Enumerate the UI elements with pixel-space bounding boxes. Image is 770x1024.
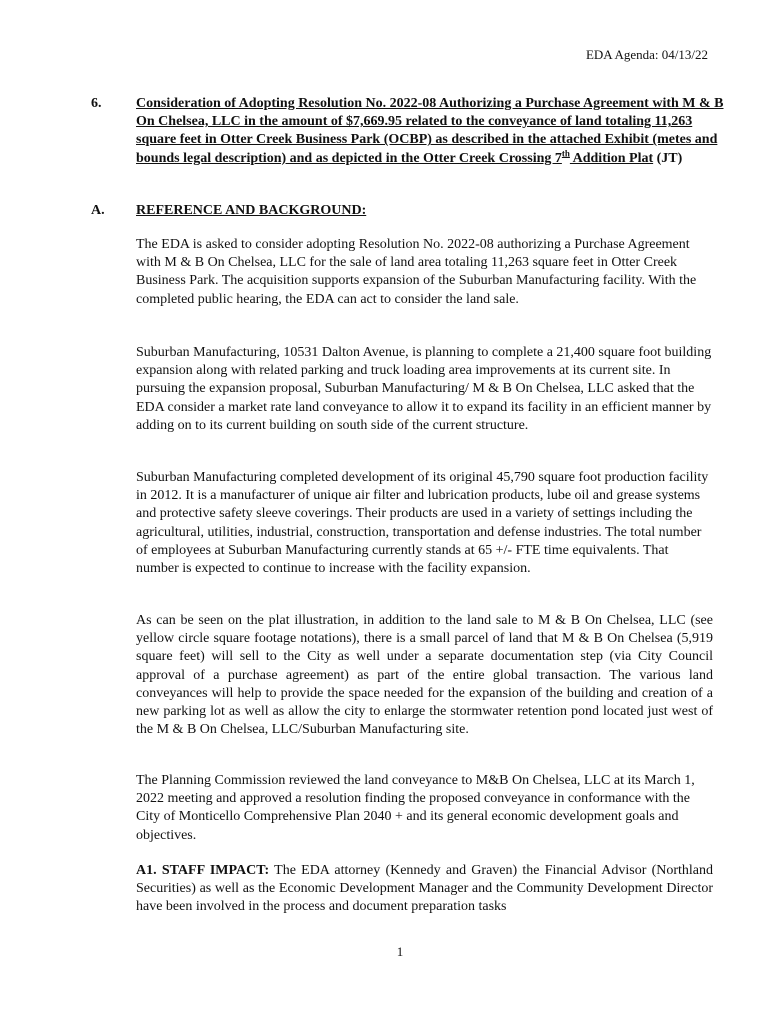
item-title-superscript: th [561,147,570,158]
paragraph-2: Suburban Manufacturing, 10531 Dalton Avenue, is planning to complete a 21,400 square foot building expansion along with related parking and truck loading area improvements at its current site. In pursuing the expansion proposal, Suburban Manufacturing/ M & B On Chelsea, LLC asked that the EDA consider a market rate land conveyance to allow it to expand its facility in an efficient manner by adding on to its current building on south side of the current structure. [136,345,712,433]
agenda-item [91,95,731,168]
item-title-end: Addition Plat [569,150,654,166]
staff-impact-label: A1. STAFF IMPACT: [136,863,270,878]
paragraph-1: The EDA is asked to consider adopting Resolution No. 2022-08 authorizing a Purchase Agreement with M & B On Chelsea, LLC for the sale of land area totaling 11,263 square feet in Otter Creek Business Park. The acquisition supports expansion of the Suburban Manufacturing facility. With the completed public hearing, the EDA can act to consider the land sale. [136,237,697,307]
item-number: 6. [91,96,102,111]
paragraph-4: As can be seen on the plat illustration, in addition to the land sale to M & B On Chelsea, LLC (see yellow circle square footage notations), there is a small parcel of land that M & B On Chelsea (5,919 square feet) will sell to the City as well under a separate documentation step (via City Council approval of a purchase agreement) as part of the entire global transaction. The various land conveyances will help to provide the space needed for the expansion of the building and creation of a new parking lot as well as allow the city to enlarge the stormwater retention pond located just west of the M & B On Chelsea, LLC/Suburban Manufacturing site. [136,613,713,738]
staff-impact-paragraph [136,862,713,917]
section-letter: A. [91,203,105,218]
agenda-date-header: EDA Agenda: 04/13/22 [585,47,708,62]
section-heading: REFERENCE AND BACKGROUND: [136,203,367,218]
page-number: 1 [396,944,404,959]
staff-impact-text: The EDA attorney (Kennedy and Graven) the Financial Advisor (Northland Securities) as well as the Economic Development Manager and the Community Development Director have been involved in the process and document preparation tasks [136,863,713,915]
paragraph-3: Suburban Manufacturing completed development of its original 45,790 square foot production facility in 2012. It is a manufacturer of unique air filter and lubrication products, lube oil and grease systems and protective safety sleeve coverings. Their products are used in a variety of settings including the agricultural, utilities, industrial, construction, transportation and defense industries. The total number of employees at Suburban Manufacturing currently stands at 65 +/- FTE time equivalents. That number is expected to continue to increase with the facility expansion. [136,470,709,577]
item-title-main: Consideration of Adopting Resolution No. 2022-08 Authorizing a Purchase Agreement with M & B On Chelsea, LLC in the amount of $7,669.95 related to the conveyance of land totaling 11,263 square feet in Otter Creek Business Park (OCBP) as described in the attached Exhibit (metes and bounds legal description) and as depicted in the Otter Creek Crossing 7 [136,96,724,166]
section-a-heading-row [91,202,731,220]
item-title-initials: (JT) [653,150,683,166]
item-title [136,95,726,168]
paragraph-5: The Planning Commission reviewed the land conveyance to M&B On Chelsea, LLC at its March 1, 2022 meeting and approved a resolution finding the proposed conveyance in conformance with the City of Monticello Comprehensive Plan 2040 + and its general economic development goals and objectives. [136,773,695,843]
